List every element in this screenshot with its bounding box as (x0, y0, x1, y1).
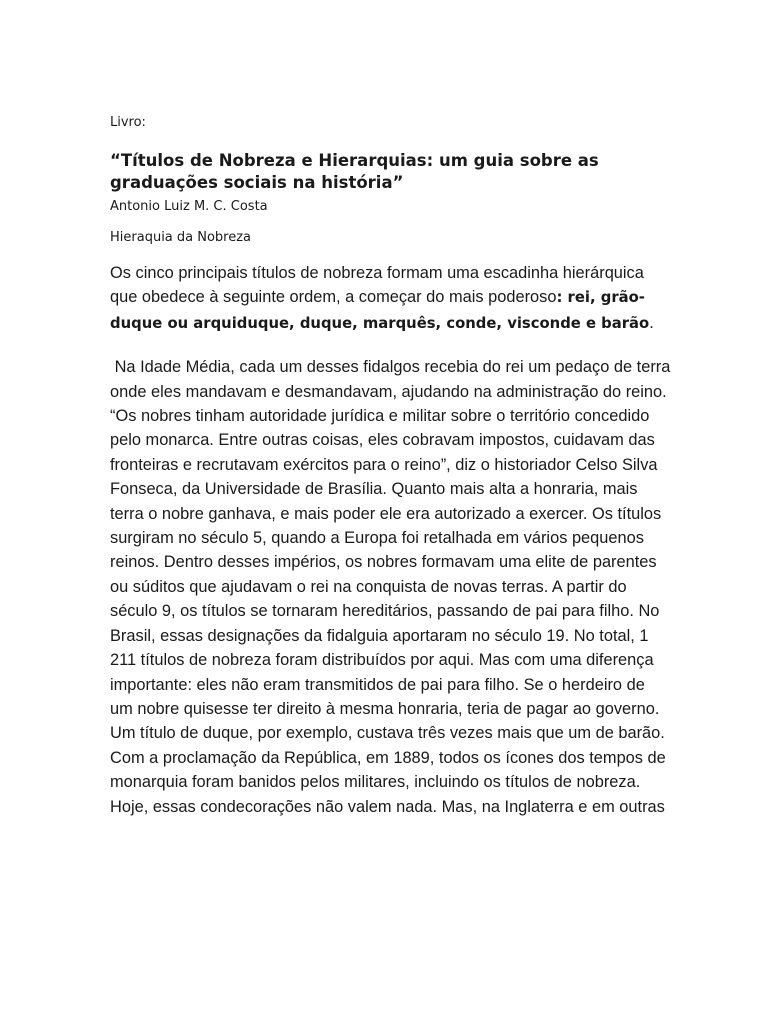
book-title: “Títulos de Nobreza e Hierarquias: um guia sobre as graduações sociais na história” (110, 151, 599, 192)
paragraph-intro-text: Os cinco principais títulos de nobreza formam uma escadinha hierárquica que obedece à seguinte ordem, a começar do mais poderoso (110, 264, 644, 307)
book-author: Antonio Luiz M. C. Costa (110, 199, 268, 214)
paragraph-history: Na Idade Média, cada um desses fidalgos recebia do rei um pedaço de terra onde eles mandavam e desmandavam, ajudando na administração do reino. “Os nobres tinham autoridade jurídica e militar sobre o território concedido pelo monarca. Entre outras coisas, eles cobravam impostos, cuidavam das fronteiras e recrutavam exércitos para o reino”, diz o historiador Celso Silva Fonseca, da Universidade de Brasília. Quanto mais alta a honraria, mais terra o nobre ganhava, e mais poder ele era autorizado a exercer. Os títulos surgiram no século 5, quando a Europa foi retalhada em vários pequenos reinos. Dentro desses impérios, os nobres formavam uma elite de parentes ou súditos que ajudavam o rei na conquista de novas terras. A partir do século 9, os títulos se tornaram hereditários, passando de pai para filho. No Brasil, essas designações da fidalguia aportaram no século 19. No total, 1 211 títulos de nobreza foram distribuídos por aqui. Mas com uma diferença importante: eles não eram transmitidos de pai para filho. Se o herdeiro de um nobre quisesse ter direito à mesma honraria, teria de pagar ao governo. Um título de duque, por exemplo, custava três vezes mais que um de barão. Com a proclamação da República, em 1889, todos os ícones dos tempos de monarquia foram banidos pelos militares, incluindo os títulos de nobreza. Hoje, essas condecorações não valem nada. Mas, na Inglaterra e em outras (110, 358, 675, 816)
document-page (110, 114, 675, 838)
document-label: Livro: (110, 115, 146, 130)
paragraph-intro-end: . (649, 313, 654, 332)
section-heading: Hieraquia da Nobreza (110, 230, 252, 245)
paragraph-intro (110, 261, 672, 336)
nobility-ranks-list: : rei, grão-duque ou arquiduque, duque, marquês, conde, visconde e barão (110, 289, 650, 332)
